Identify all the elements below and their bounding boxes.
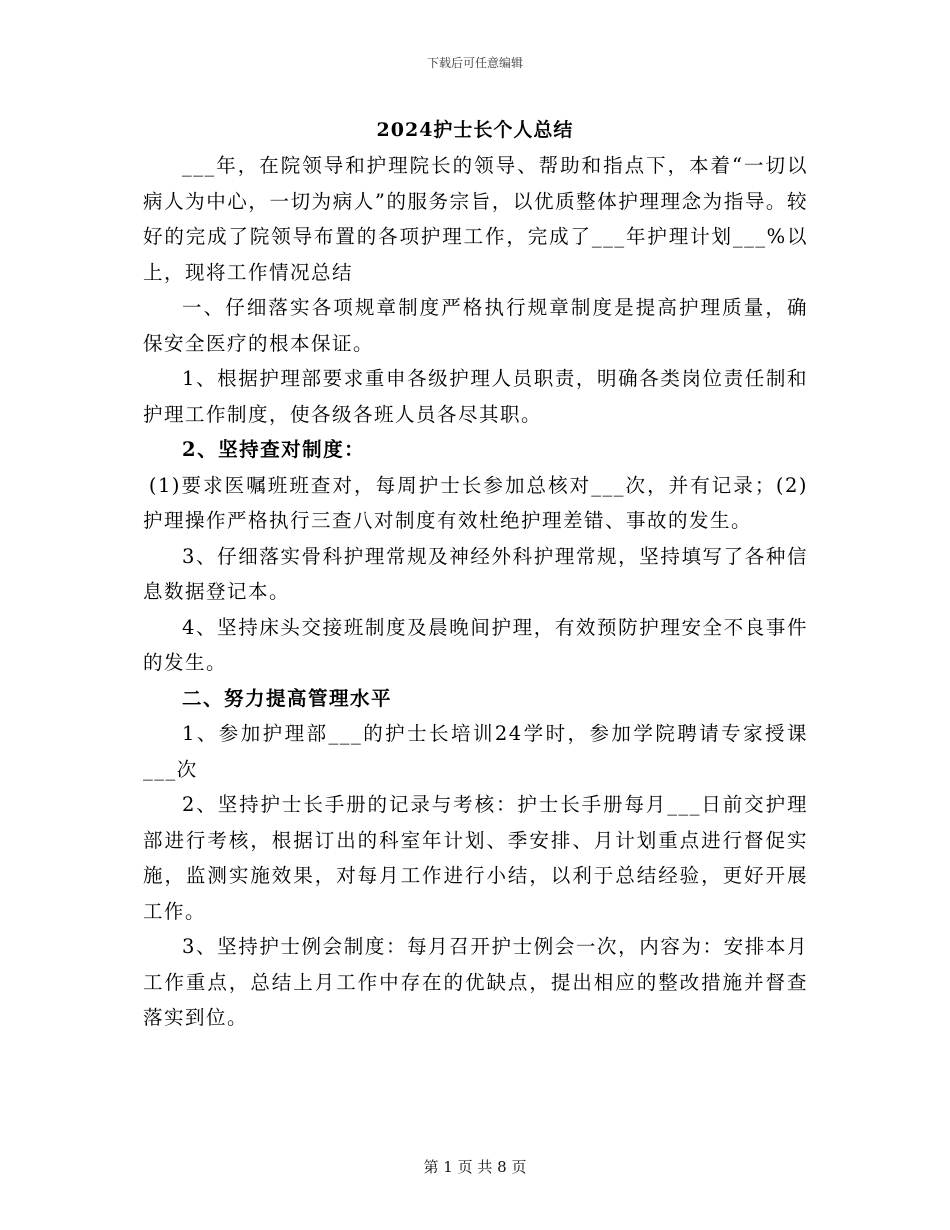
- section-two-item-3-paragraph: 3、坚持护士例会制度：每月召开护士例会一次，内容为：安排本月工作重点，总结上月工作中存在的优缺点，提出相应的整改措施并督查落实到位。: [143, 935, 808, 1029]
- section-two-heading: 二、努力提高管理水平: [182, 686, 393, 710]
- section-one-heading-paragraph: 一、仔细落实各项规章制度严格执行规章制度是提高护理质量，确保安全医疗的根本保证。: [143, 296, 808, 355]
- item-4-paragraph: 4、坚持床头交接班制度及晨晚间护理，有效预防护理安全不良事件的发生。: [143, 615, 808, 674]
- item-3-paragraph: 3、仔细落实骨科护理常规及神经外科护理常规，坚持填写了各种信息数据登记本。: [143, 544, 808, 603]
- section-two-item-1-paragraph: 1、参加护理部___的护士长培训24学时，参加学院聘请专家授课___次: [143, 722, 808, 781]
- document-title: 2024护士长个人总结: [376, 119, 574, 141]
- intro-paragraph: ___年，在院领导和护理院长的领导、帮助和指点下，本着“一切以病人为中心，一切为病人”的服务宗旨，以优质整体护理理念为指导。较好的完成了院领导布置的各项护理工作，完成了___年护理计划___%以上，现将工作情况总结: [143, 154, 808, 284]
- page-number-footer: 第 1 页 共 8 页: [423, 1158, 527, 1176]
- header-note: 下载后可任意编辑: [426, 56, 523, 70]
- document-body: [143, 148, 808, 1036]
- item-1-paragraph: 1、根据护理部要求重申各级护理人员职责，明确各类岗位责任制和护理工作制度，使各级各班人员各尽其职。: [143, 367, 808, 426]
- item-2-heading: 2、坚持查对制度：: [182, 438, 366, 461]
- item-2-detail-paragraph: (1)要求医嘱班班查对，每周护士长参加总核对___次，并有记录；(2)护理操作严格执行三查八对制度有效杜绝护理差错、事故的发生。: [143, 473, 808, 532]
- section-two-item-2-paragraph: 2、坚持护士长手册的记录与考核：护士长手册每月___日前交护理部进行考核，根据订出的科室年计划、季安排、月计划重点进行督促实施，监测实施效果，对每月工作进行小结，以利于总结经验，更好开展工作。: [143, 793, 808, 923]
